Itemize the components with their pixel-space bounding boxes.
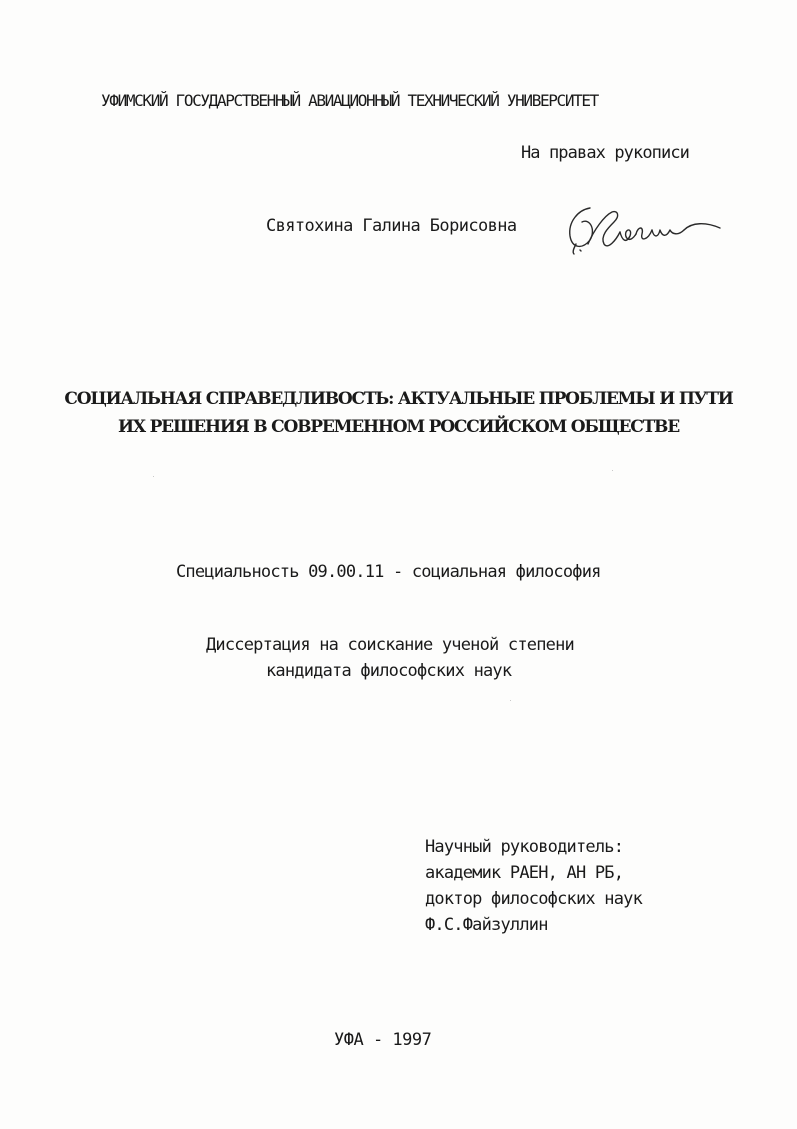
city-year: УФА - 1997 bbox=[334, 1030, 432, 1050]
author-name: Святохина Галина Борисовна bbox=[266, 216, 517, 236]
manuscript-note: На правах рукописи bbox=[520, 143, 689, 163]
specialty: Специальность 09.00.11 - социальная философия bbox=[176, 562, 601, 582]
dissertation-title-line-1: СОЦИАЛЬНАЯ СПРАВЕДЛИВОСТЬ: АКТУАЛЬНЫЕ ПРОБЛЕМЫ И ПУТИ bbox=[64, 389, 733, 409]
handwritten-signature bbox=[560, 200, 725, 270]
scan-speck bbox=[612, 470, 613, 471]
dissertation-title-line-2: ИХ РЕШЕНИЯ В СОВРЕМЕННОМ РОССИЙСКОМ ОБЩЕСТВЕ bbox=[118, 417, 679, 437]
supervisor-rank: академик РАЕН, АН РБ, bbox=[425, 863, 624, 883]
supervisor-block bbox=[425, 834, 642, 938]
university-name: УФИМСКИЙ ГОСУДАРСТВЕННЫЙ АВИАЦИОННЫЙ ТЕХНИЧЕСКИЙ УНИВЕРСИТЕТ bbox=[101, 91, 598, 110]
scan-speck bbox=[510, 700, 511, 701]
supervisor-name: Ф.С.Файзуллин bbox=[425, 915, 548, 935]
scan-speck bbox=[153, 476, 154, 477]
dissertation-degree-line-1: Диссертация на соискание ученой степени bbox=[206, 635, 574, 655]
supervisor-degree: доктор философских наук bbox=[425, 889, 643, 909]
supervisor-label: Научный руководитель: bbox=[425, 837, 624, 857]
dissertation-degree-line-2: кандидата философских наук bbox=[266, 661, 512, 681]
